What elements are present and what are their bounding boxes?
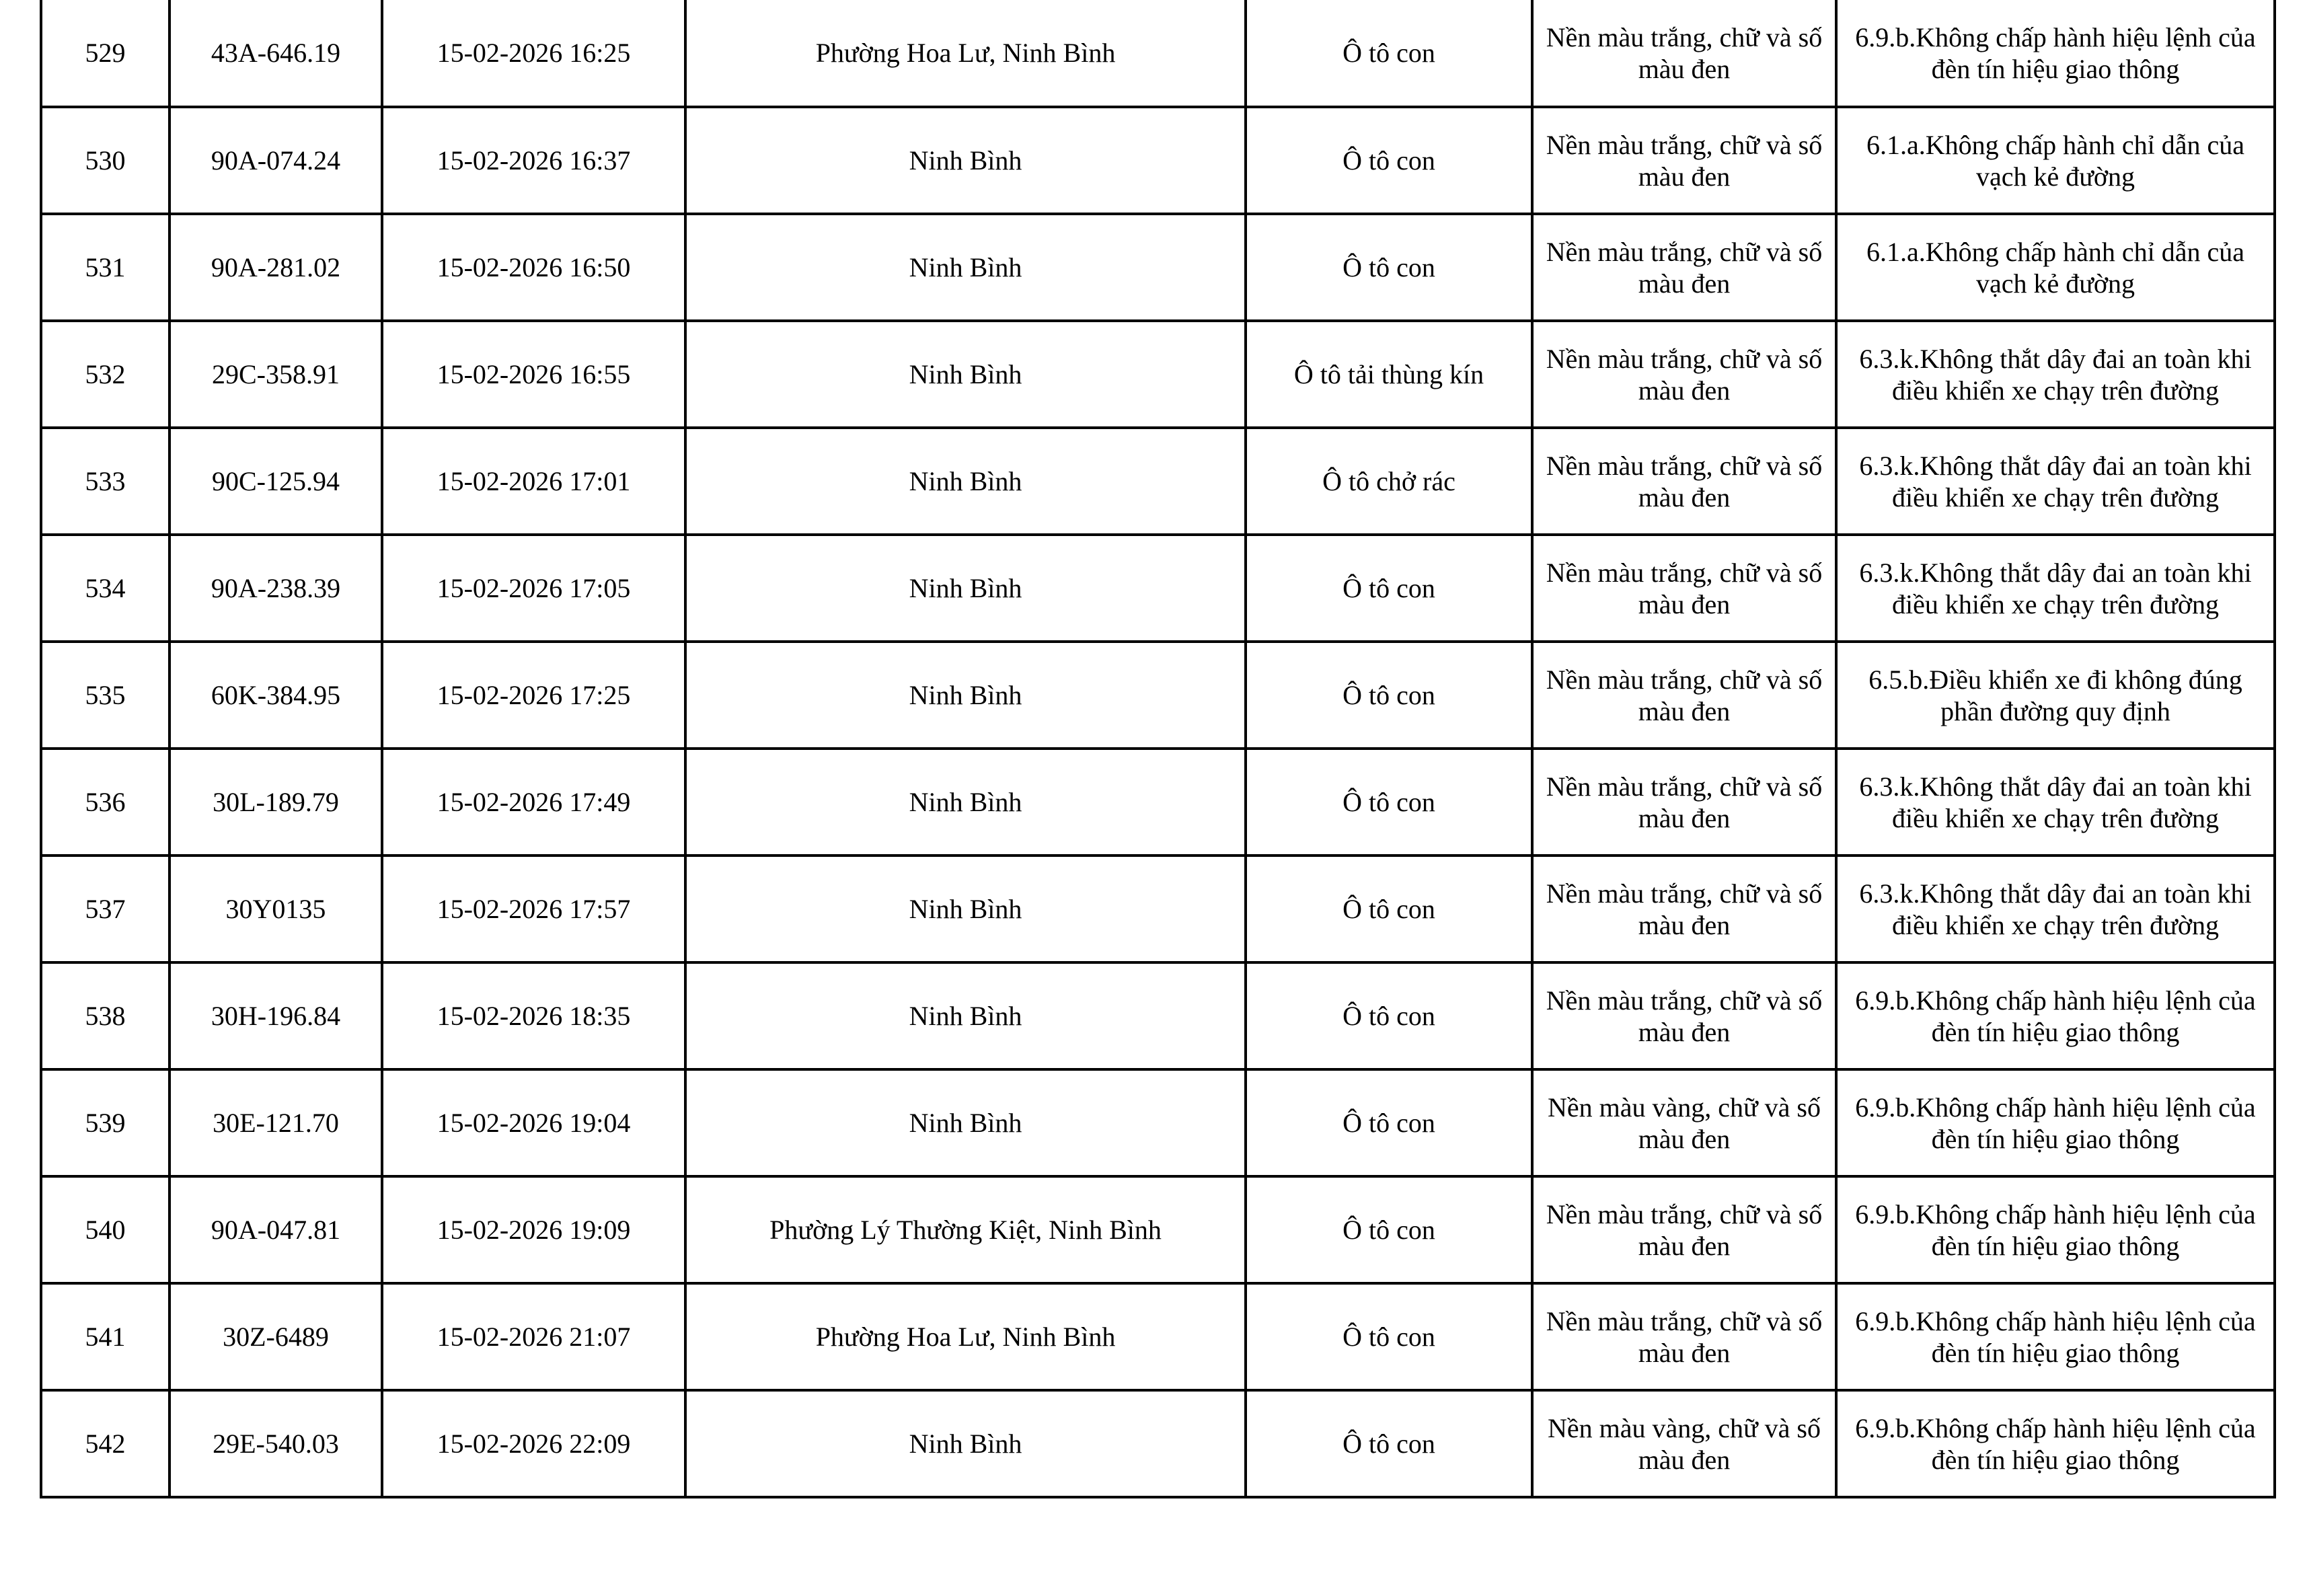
- table-row: [41, 0, 2275, 107]
- table-row: [41, 642, 2275, 749]
- violation-time-cell: 15-02-2026 19:09: [382, 1176, 685, 1283]
- table-row: [41, 428, 2275, 535]
- violation-description-cell: 6.3.k.Không thắt dây đai an toàn khi điều khiển xe chạy trên đường: [1836, 428, 2275, 535]
- plate-color-cell: Nền màu vàng, chữ và số màu đen: [1532, 1069, 1836, 1176]
- plate-color-cell: Nền màu trắng, chữ và số màu đen: [1532, 1176, 1836, 1283]
- table-row: [41, 1283, 2275, 1390]
- table-row: [41, 856, 2275, 962]
- row-number-cell: 535: [41, 642, 169, 749]
- table-row: [41, 1390, 2275, 1497]
- license-plate-cell: 30E-121.70: [169, 1069, 382, 1176]
- location-cell: Ninh Bình: [685, 962, 1246, 1069]
- plate-color-cell: Nền màu trắng, chữ và số màu đen: [1532, 1283, 1836, 1390]
- violation-description-cell: 6.9.b.Không chấp hành hiệu lệnh của đèn tín hiệu giao thông: [1836, 0, 2275, 107]
- license-plate-cell: 30Y0135: [169, 856, 382, 962]
- vehicle-type-cell: Ô tô con: [1246, 856, 1532, 962]
- plate-color-cell: Nền màu trắng, chữ và số màu đen: [1532, 856, 1836, 962]
- vehicle-type-cell: Ô tô con: [1246, 1176, 1532, 1283]
- license-plate-cell: 90A-074.24: [169, 107, 382, 214]
- location-cell: Ninh Bình: [685, 642, 1246, 749]
- row-number-cell: 541: [41, 1283, 169, 1390]
- license-plate-cell: 29E-540.03: [169, 1390, 382, 1497]
- license-plate-cell: 30L-189.79: [169, 749, 382, 856]
- vehicle-type-cell: Ô tô con: [1246, 0, 1532, 107]
- location-cell: Ninh Bình: [685, 428, 1246, 535]
- location-cell: Ninh Bình: [685, 856, 1246, 962]
- vehicle-type-cell: Ô tô con: [1246, 962, 1532, 1069]
- location-cell: Ninh Bình: [685, 107, 1246, 214]
- table-row: [41, 214, 2275, 321]
- violation-time-cell: 15-02-2026 16:50: [382, 214, 685, 321]
- location-cell: Ninh Bình: [685, 749, 1246, 856]
- violation-description-cell: 6.9.b.Không chấp hành hiệu lệnh của đèn tín hiệu giao thông: [1836, 1390, 2275, 1497]
- violation-time-cell: 15-02-2026 17:05: [382, 535, 685, 642]
- violation-description-cell: 6.9.b.Không chấp hành hiệu lệnh của đèn tín hiệu giao thông: [1836, 962, 2275, 1069]
- row-number-cell: 529: [41, 0, 169, 107]
- row-number-cell: 533: [41, 428, 169, 535]
- violation-time-cell: 15-02-2026 17:49: [382, 749, 685, 856]
- license-plate-cell: 43A-646.19: [169, 0, 382, 107]
- vehicle-type-cell: Ô tô con: [1246, 642, 1532, 749]
- license-plate-cell: 90A-047.81: [169, 1176, 382, 1283]
- plate-color-cell: Nền màu vàng, chữ và số màu đen: [1532, 1390, 1836, 1497]
- violation-time-cell: 15-02-2026 21:07: [382, 1283, 685, 1390]
- violation-description-cell: 6.3.k.Không thắt dây đai an toàn khi điều khiển xe chạy trên đường: [1836, 749, 2275, 856]
- table-row: [41, 321, 2275, 428]
- violation-description-cell: 6.1.a.Không chấp hành chỉ dẫn của vạch kẻ đường: [1836, 214, 2275, 321]
- table-row: [41, 1069, 2275, 1176]
- location-cell: Phường Lý Thường Kiệt, Ninh Bình: [685, 1176, 1246, 1283]
- table-row: [41, 535, 2275, 642]
- plate-color-cell: Nền màu trắng, chữ và số màu đen: [1532, 321, 1836, 428]
- vehicle-type-cell: Ô tô chở rác: [1246, 428, 1532, 535]
- violation-description-cell: 6.5.b.Điều khiển xe đi không đúng phần đường quy định: [1836, 642, 2275, 749]
- violation-description-cell: 6.9.b.Không chấp hành hiệu lệnh của đèn tín hiệu giao thông: [1836, 1069, 2275, 1176]
- location-cell: Ninh Bình: [685, 535, 1246, 642]
- vehicle-type-cell: Ô tô con: [1246, 535, 1532, 642]
- row-number-cell: 530: [41, 107, 169, 214]
- violation-description-cell: 6.1.a.Không chấp hành chỉ dẫn của vạch kẻ đường: [1836, 107, 2275, 214]
- row-number-cell: 540: [41, 1176, 169, 1283]
- license-plate-cell: 30Z-6489: [169, 1283, 382, 1390]
- row-number-cell: 539: [41, 1069, 169, 1176]
- violation-time-cell: 15-02-2026 22:09: [382, 1390, 685, 1497]
- violation-description-cell: 6.3.k.Không thắt dây đai an toàn khi điều khiển xe chạy trên đường: [1836, 856, 2275, 962]
- location-cell: Phường Hoa Lư, Ninh Bình: [685, 0, 1246, 107]
- license-plate-cell: 90A-281.02: [169, 214, 382, 321]
- vehicle-type-cell: Ô tô con: [1246, 1069, 1532, 1176]
- table-body: [41, 0, 2275, 1497]
- location-cell: Ninh Bình: [685, 214, 1246, 321]
- row-number-cell: 542: [41, 1390, 169, 1497]
- location-cell: Phường Hoa Lư, Ninh Bình: [685, 1283, 1246, 1390]
- plate-color-cell: Nền màu trắng, chữ và số màu đen: [1532, 428, 1836, 535]
- location-cell: Ninh Bình: [685, 321, 1246, 428]
- violation-description-cell: 6.3.k.Không thắt dây đai an toàn khi điều khiển xe chạy trên đường: [1836, 535, 2275, 642]
- table-row: [41, 107, 2275, 214]
- row-number-cell: 531: [41, 214, 169, 321]
- violation-time-cell: 15-02-2026 17:01: [382, 428, 685, 535]
- table-row: [41, 962, 2275, 1069]
- violation-description-cell: 6.3.k.Không thắt dây đai an toàn khi điều khiển xe chạy trên đường: [1836, 321, 2275, 428]
- location-cell: Ninh Bình: [685, 1390, 1246, 1497]
- row-number-cell: 532: [41, 321, 169, 428]
- row-number-cell: 536: [41, 749, 169, 856]
- license-plate-cell: 90A-238.39: [169, 535, 382, 642]
- row-number-cell: 538: [41, 962, 169, 1069]
- plate-color-cell: Nền màu trắng, chữ và số màu đen: [1532, 214, 1836, 321]
- violations-table: [40, 0, 2276, 1498]
- vehicle-type-cell: Ô tô con: [1246, 214, 1532, 321]
- license-plate-cell: 60K-384.95: [169, 642, 382, 749]
- vehicle-type-cell: Ô tô con: [1246, 1283, 1532, 1390]
- violation-description-cell: 6.9.b.Không chấp hành hiệu lệnh của đèn tín hiệu giao thông: [1836, 1283, 2275, 1390]
- table-row: [41, 749, 2275, 856]
- violation-time-cell: 15-02-2026 16:55: [382, 321, 685, 428]
- violation-time-cell: 15-02-2026 17:57: [382, 856, 685, 962]
- plate-color-cell: Nền màu trắng, chữ và số màu đen: [1532, 642, 1836, 749]
- table-row: [41, 1176, 2275, 1283]
- vehicle-type-cell: Ô tô con: [1246, 107, 1532, 214]
- plate-color-cell: Nền màu trắng, chữ và số màu đen: [1532, 535, 1836, 642]
- location-cell: Ninh Bình: [685, 1069, 1246, 1176]
- license-plate-cell: 29C-358.91: [169, 321, 382, 428]
- vehicle-type-cell: Ô tô tải thùng kín: [1246, 321, 1532, 428]
- license-plate-cell: 90C-125.94: [169, 428, 382, 535]
- row-number-cell: 534: [41, 535, 169, 642]
- violation-description-cell: 6.9.b.Không chấp hành hiệu lệnh của đèn tín hiệu giao thông: [1836, 1176, 2275, 1283]
- license-plate-cell: 30H-196.84: [169, 962, 382, 1069]
- vehicle-type-cell: Ô tô con: [1246, 749, 1532, 856]
- violation-time-cell: 15-02-2026 16:25: [382, 0, 685, 107]
- row-number-cell: 537: [41, 856, 169, 962]
- violation-time-cell: 15-02-2026 16:37: [382, 107, 685, 214]
- plate-color-cell: Nền màu trắng, chữ và số màu đen: [1532, 107, 1836, 214]
- plate-color-cell: Nền màu trắng, chữ và số màu đen: [1532, 0, 1836, 107]
- vehicle-type-cell: Ô tô con: [1246, 1390, 1532, 1497]
- plate-color-cell: Nền màu trắng, chữ và số màu đen: [1532, 962, 1836, 1069]
- plate-color-cell: Nền màu trắng, chữ và số màu đen: [1532, 749, 1836, 856]
- violation-time-cell: 15-02-2026 18:35: [382, 962, 685, 1069]
- violation-time-cell: 15-02-2026 17:25: [382, 642, 685, 749]
- violation-time-cell: 15-02-2026 19:04: [382, 1069, 685, 1176]
